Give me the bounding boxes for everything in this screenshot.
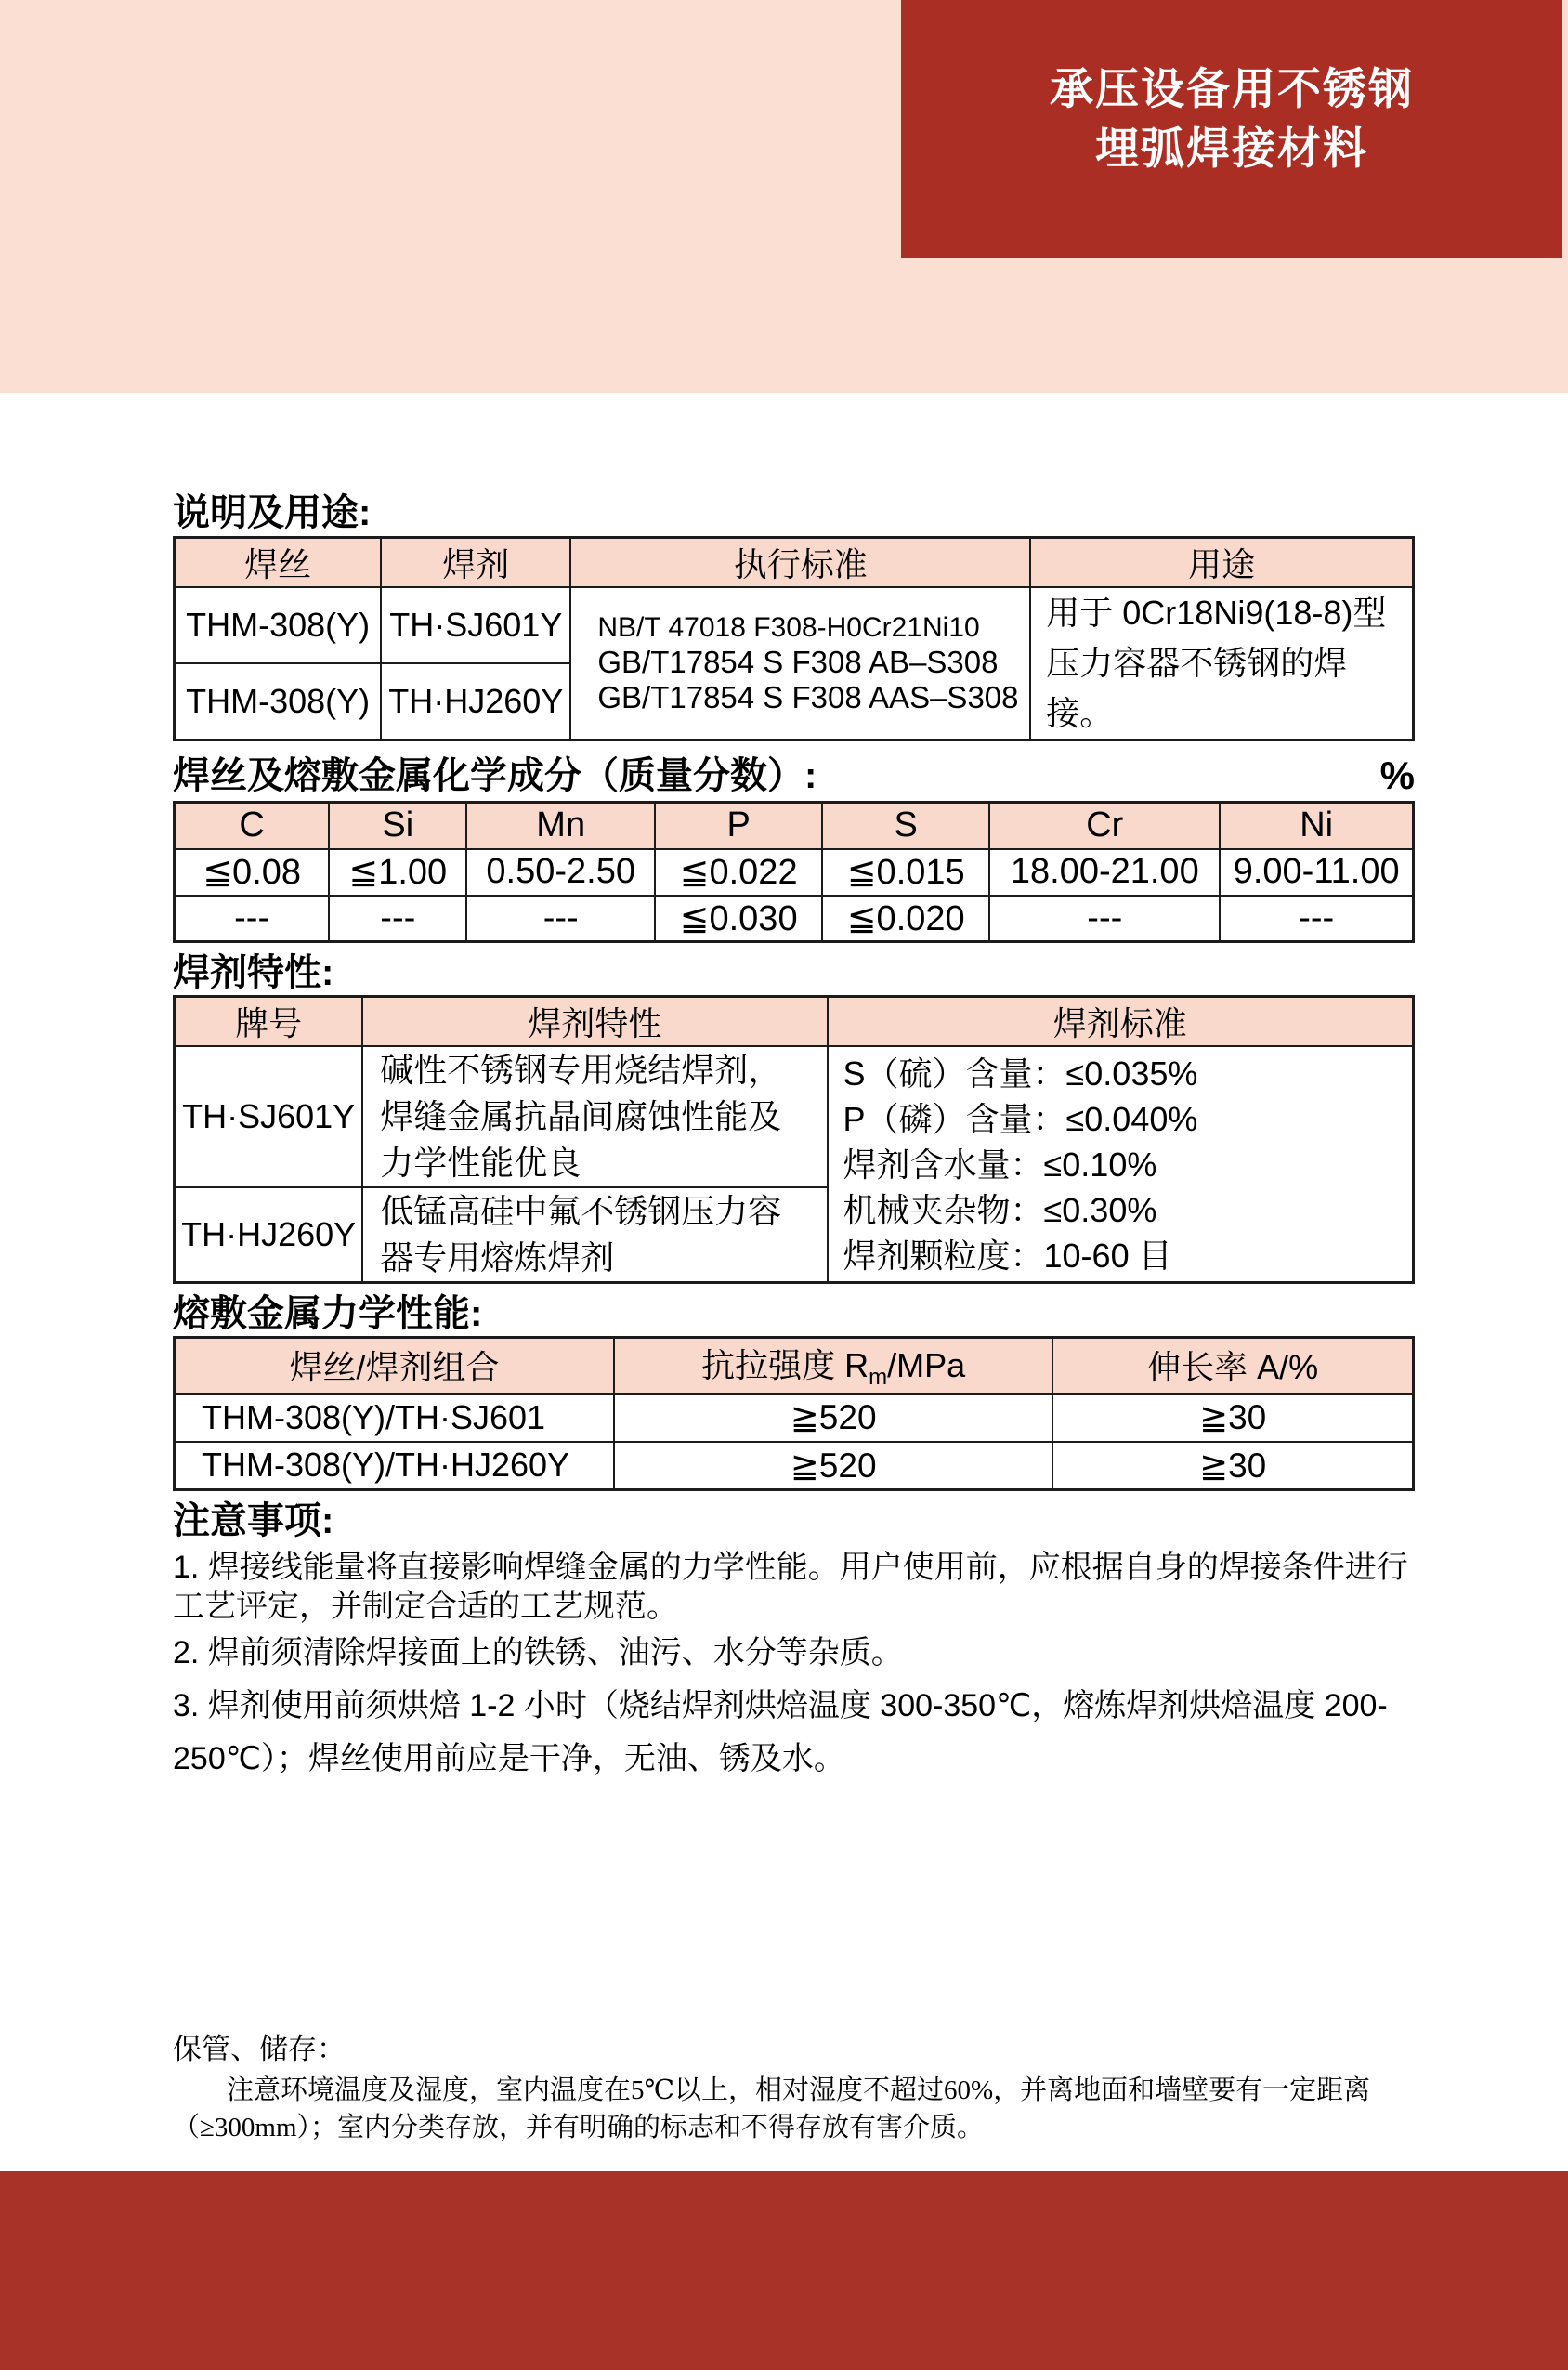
chem-ni-2: --- (1220, 896, 1413, 942)
mech-elongation-1: ≧30 (1052, 1394, 1413, 1442)
page-title-line2: 埋弧焊接材料 (1095, 124, 1368, 173)
chem-si-2: --- (329, 896, 466, 942)
note-item-3: 3. 焊剂使用前须烘焙 1-2 小时（烧结焊剂烘焙温度 300-350℃，熔炼焊剂烘焙温度 200-250℃）；焊丝使用前应是干净，无油、锈及水。 (173, 1688, 1388, 1776)
chem-c-1: ≦0.08 (175, 849, 330, 896)
standard-line-1: NB/T 47018 F308-H0Cr21Ni10 (597, 612, 980, 643)
flux-col-brand: 牌号 (175, 997, 363, 1047)
mechanical-heading: 熔敷金属力学性能: (173, 1293, 483, 1334)
chem-col-s: S (822, 803, 989, 849)
mechanical-header-row (175, 1338, 1414, 1394)
storage-body: 注意环境温度及湿度，室内温度在5℃以上，相对湿度不超过60%，并离地面和墙壁要有一定距离（≥300mm）；室内分类存放，并有明确的标志和不得存放有害介质。 (173, 2075, 1371, 2142)
flux-standard-line-4: 机械夹杂物：≤0.30% (843, 1190, 1157, 1229)
flux-row-1 (175, 1046, 1414, 1187)
chemistry-row-2 (175, 896, 1414, 942)
flux-standard-line-3: 焊剂含水量：≤0.10% (843, 1145, 1157, 1184)
flux-brand-1: TH·SJ601Y (175, 1046, 363, 1187)
notes-heading: 注意事项: (173, 1500, 334, 1541)
mech-elongation-2: ≧30 (1052, 1442, 1413, 1490)
content-area (0, 491, 1568, 2146)
chem-col-cr: Cr (989, 803, 1220, 849)
usage-flux-2: TH·HJ260Y (381, 663, 570, 740)
chem-col-c: C (175, 803, 330, 849)
flux-property-1: 碱性不锈钢专用烧结焊剂，焊缝金属抗晶间腐蚀性能及力学性能优良 (362, 1046, 827, 1187)
chemistry-header-row (175, 803, 1414, 849)
mechanical-table (173, 1336, 1415, 1491)
chemistry-table (173, 801, 1415, 943)
flux-brand-2: TH·HJ260Y (175, 1187, 363, 1283)
chem-cr-1: 18.00-21.00 (989, 849, 1220, 896)
flux-property-2: 低锰高硅中氟不锈钢压力容器专用熔炼焊剂 (362, 1187, 827, 1283)
usage-flux-1: TH·SJ601Y (381, 587, 570, 663)
mech-tensile-1: ≧520 (614, 1394, 1052, 1442)
chem-col-p: P (655, 803, 822, 849)
chem-col-si: Si (329, 803, 466, 849)
usage-col-flux: 焊剂 (381, 538, 570, 588)
mech-combo-2: THM-308(Y)/TH·HJ260Y (175, 1442, 615, 1490)
storage-section (173, 2031, 1415, 2146)
note-item-1: 1. 焊接线能量将直接影响焊缝金属的力学性能。用户使用前，应根据自身的焊接条件进行工艺评定，并制定合适的工艺规范。 (173, 1550, 1408, 1624)
chem-p-1: ≦0.022 (655, 849, 822, 896)
tensile-label-suffix: /MPa (887, 1346, 966, 1385)
usage-wire-1: THM-308(Y) (175, 587, 382, 663)
flux-col-standard: 焊剂标准 (828, 997, 1414, 1047)
chem-s-2: ≦0.020 (822, 896, 989, 942)
usage-wire-2: THM-308(Y) (175, 663, 382, 740)
usage-col-standard: 执行标准 (570, 538, 1030, 588)
storage-heading: 保管、储存： (173, 2033, 346, 2065)
usage-table (173, 536, 1415, 741)
usage-header-row (175, 538, 1414, 588)
standard-line-2: GB/T17854 S F308 AB–S308 (597, 645, 999, 679)
title-box (901, 0, 1562, 258)
flux-heading: 焊剂特性: (173, 952, 334, 993)
chemistry-unit: % (1379, 753, 1415, 797)
mech-col-combo: 焊丝/焊剂组合 (175, 1338, 615, 1394)
flux-standard-cell (828, 1046, 1414, 1283)
chem-s-1: ≦0.015 (822, 849, 989, 896)
chem-mn-1: 0.50-2.50 (466, 849, 655, 896)
tensile-label-subscript: m (869, 1365, 888, 1391)
mech-combo-1: THM-308(Y)/TH·SJ601 (175, 1394, 615, 1442)
note-item-2: 2. 焊前须清除焊接面上的铁锈、油污、水分等杂质。 (173, 1635, 903, 1670)
chemistry-heading-row (173, 753, 1415, 798)
chem-p-2: ≦0.030 (655, 896, 822, 942)
footer-band (0, 2171, 1568, 2370)
mechanical-row-2 (175, 1442, 1414, 1490)
usage-purpose-cell: 用于 0Cr18Ni9(18-8)型压力容器不锈钢的焊接。 (1030, 587, 1413, 740)
flux-standard-line-5: 焊剂颗粒度：10-60 目 (843, 1236, 1172, 1275)
chem-cr-2: --- (989, 896, 1220, 942)
standard-line-3: GB/T17854 S F308 AAS–S308 (597, 680, 1019, 714)
tensile-label-prefix: 抗拉强度 R (701, 1346, 869, 1385)
mechanical-row-1 (175, 1394, 1414, 1442)
hero-band (0, 0, 1568, 393)
chem-c-2: --- (175, 896, 330, 942)
flux-table (173, 995, 1415, 1284)
usage-standard-cell (570, 587, 1030, 740)
chem-col-mn: Mn (466, 803, 655, 849)
mech-tensile-2: ≧520 (614, 1442, 1052, 1490)
flux-col-property: 焊剂特性 (362, 997, 827, 1047)
usage-row-1 (175, 587, 1414, 663)
page-title-line1: 承压设备用不锈钢 (1050, 64, 1414, 113)
chemistry-row-1 (175, 849, 1414, 896)
chemistry-heading: 焊丝及熔敷金属化学成分（质量分数）: (173, 755, 817, 796)
chem-mn-2: --- (466, 896, 655, 942)
flux-standard-line-2: P（磷）含量：≤0.040% (843, 1099, 1198, 1138)
usage-col-wire: 焊丝 (175, 538, 382, 588)
chem-si-1: ≦1.00 (329, 849, 466, 896)
flux-header-row (175, 997, 1414, 1047)
chem-ni-1: 9.00-11.00 (1220, 849, 1413, 896)
chem-col-ni: Ni (1220, 803, 1413, 849)
mech-col-elongation: 伸长率 A/% (1052, 1338, 1413, 1394)
flux-standard-line-1: S（硫）含量：≤0.035% (843, 1054, 1198, 1093)
mech-col-tensile (614, 1338, 1052, 1394)
usage-col-purpose: 用途 (1030, 538, 1413, 588)
usage-heading: 说明及用途: (173, 492, 372, 533)
